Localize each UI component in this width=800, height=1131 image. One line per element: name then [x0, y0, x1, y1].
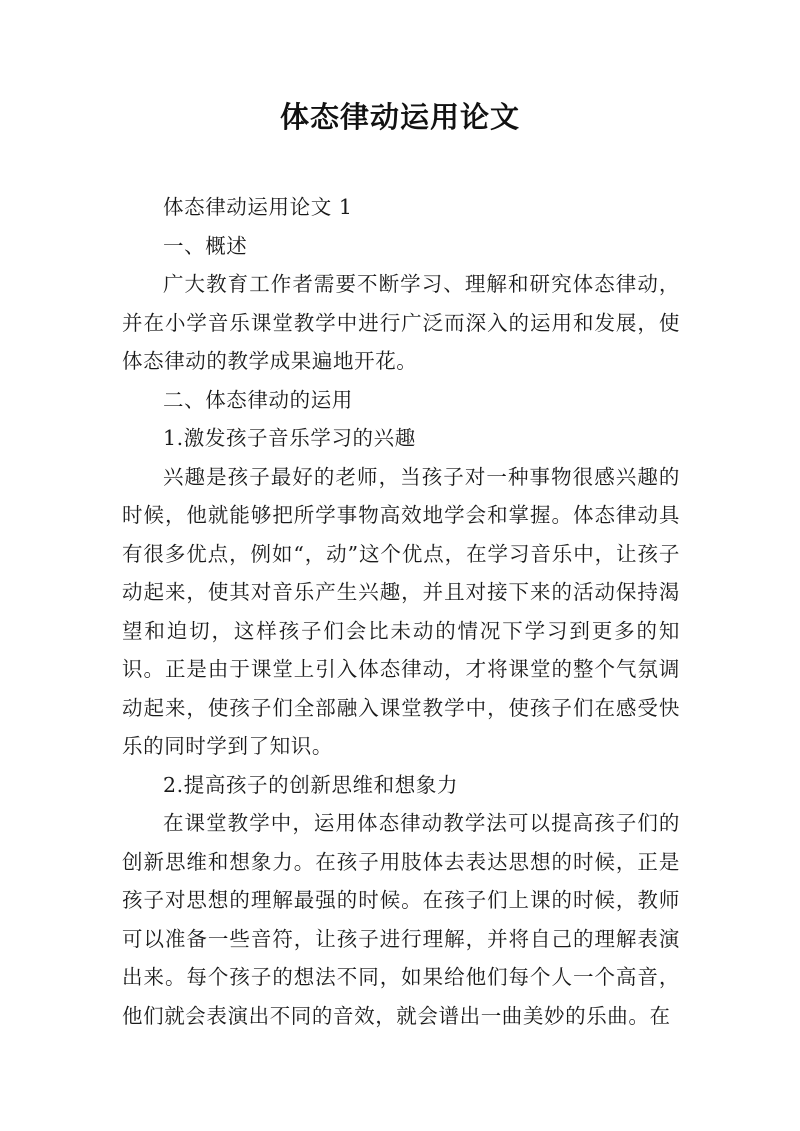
section-heading: 一、概述	[163, 233, 248, 258]
body-paragraph: 兴趣是孩子最好的老师，当孩子对一种事物很感兴趣的时候，他就能够把所学事物高效地学会和掌握。体态律动具有很多优点，例如“，动”这个优点，在学习音乐中，让孩子动起来，使其对音乐产生兴趣，并且对接下来的活动保持渴望和迫切，这样孩子们会比未动的情况下学习到更多的知识。正是由于课堂上引入体态律动，才将课堂的整个气氛调动起来，使孩子们全部融入课堂教学中，使孩子们在感受快乐的同时学到了知识。	[122, 464, 680, 758]
subsection-heading: 2.提高孩子的创新思维和想象力	[163, 772, 459, 797]
document-body	[122, 188, 680, 1035]
section-heading: 二、体态律动的运用	[163, 387, 353, 412]
body-paragraph: 在课堂教学中，运用体态律动教学法可以提高孩子们的创新思维和想象力。在孩子用肢体去表达思想的时候，正是孩子对思想的理解最强的时候。在孩子们上课的时候，教师可以准备一些音符，让孩子进行理解，并将自己的理解表演出来。每个孩子的想法不同，如果给他们每个人一个高音，他们就会表演出不同的音效，就会谱出一曲美妙的乐曲。在	[122, 811, 680, 1028]
subsection-heading: 1.激发孩子音乐学习的兴趣	[163, 426, 416, 450]
document-title: 体态律动运用论文	[279, 100, 520, 134]
body-paragraph: 广大教育工作者需要不断学习、理解和研究体态律动，并在小学音乐课堂教学中进行广泛而深入的运用和发展，使体态律动的教学成果遍地开花。	[122, 272, 680, 373]
section-heading: 体态律动运用论文 1	[163, 195, 353, 219]
